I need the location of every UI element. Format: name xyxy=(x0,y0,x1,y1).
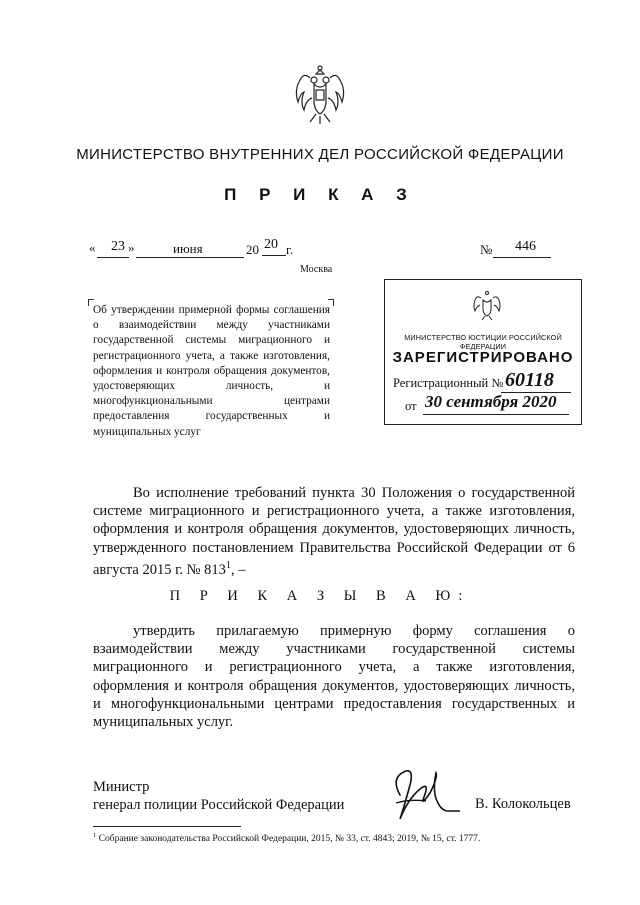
order-text: утвердить прилагаемую примерную форму соглашения о взаимодействии между участниками государственной системы миграционного и регистрационного учета, а также изготовления, оформления и контроля обращения документов, удостоверяющих личность, и многофункциональными центрами предоставления государственных и муниципальных услуг. xyxy=(93,623,575,731)
footnote xyxy=(93,832,480,844)
order-paragraph xyxy=(93,622,575,731)
order-number-label: № xyxy=(480,242,493,257)
order-subject: Об утверждении примерной формы соглашения о взаимодействии между участниками государственной системы миграционного и регистрационного учета, а также изготовления, оформления и контроля обращения документов, удостоверяющих личность, и многофункциональными центрами предоставления государственных и муниципальных услуг xyxy=(93,304,330,438)
stamp-number-value: 60118 xyxy=(505,369,554,391)
document-title: П Р И К А З xyxy=(224,185,416,204)
signatory-position xyxy=(93,778,344,814)
preamble-tail: , – xyxy=(230,561,246,578)
signatory-position-line1: Министр xyxy=(93,779,150,795)
date-quote-open: « xyxy=(89,240,96,255)
handwritten-signature xyxy=(388,765,460,823)
signatory-position-line2: генерал полиции Российской Федерации xyxy=(93,797,345,813)
stamp-date-prefix: от xyxy=(405,399,417,413)
preamble-text: Во исполнение требований пункта 30 Положения о государственной системе миграционного и регистрационного учета, а также изготовления, оформления и контроля обращения документов, удостоверяющих личность, утвержденного постановлением Правительства Российской Федерации от 6 августа 2015 г. № 813 xyxy=(93,485,575,578)
date-month-underline xyxy=(136,257,244,258)
date-year-suffix: 20 xyxy=(264,237,278,252)
order-word: П Р И К А З Ы В А Ю: xyxy=(169,588,471,604)
order-number: 446 xyxy=(515,239,536,254)
ministry-name: МИНИСТЕРСТВО ВНУТРЕННИХ ДЕЛ РОССИЙСКОЙ ФЕДЕРАЦИИ xyxy=(76,146,564,163)
stamp-registered: ЗАРЕГИСТРИРОВАНО xyxy=(392,349,574,366)
footnote-text: Собрание законодательства Российской Федерации, 2015, № 33, ст. 4843; 2019, № 15, ст. 1777. xyxy=(98,834,481,845)
date-year-abbr: г. xyxy=(286,242,294,257)
order-number-underline xyxy=(493,257,551,258)
stamp-number-label: Регистрационный № xyxy=(393,376,504,390)
preamble-footnote-ref: 1 xyxy=(225,559,231,571)
stamp-ministry: МИНИСТЕРСТВО ЮСТИЦИИ РОССИЙСКОЙ ФЕДЕРАЦИИ xyxy=(404,333,562,351)
date-quote-close: » xyxy=(128,240,135,255)
date-day: 23 xyxy=(111,239,125,254)
date-day-underline xyxy=(97,257,129,258)
signatory-name: В. Колокольцев xyxy=(475,796,571,812)
stamp-date-underline xyxy=(423,414,569,415)
date-month: июня xyxy=(173,241,203,256)
footnote-ref: 1 xyxy=(93,832,97,839)
preamble-paragraph xyxy=(93,484,575,579)
city: Москва xyxy=(300,264,333,275)
registration-stamp xyxy=(384,279,582,425)
stamp-date-value: 30 сентября 2020 xyxy=(425,392,557,411)
date-year-underline xyxy=(262,255,286,256)
coat-of-arms-emblem xyxy=(290,64,350,128)
footnote-divider xyxy=(93,826,241,827)
date-year-prefix: 20 xyxy=(246,242,259,257)
stamp-emblem-icon xyxy=(472,290,502,322)
